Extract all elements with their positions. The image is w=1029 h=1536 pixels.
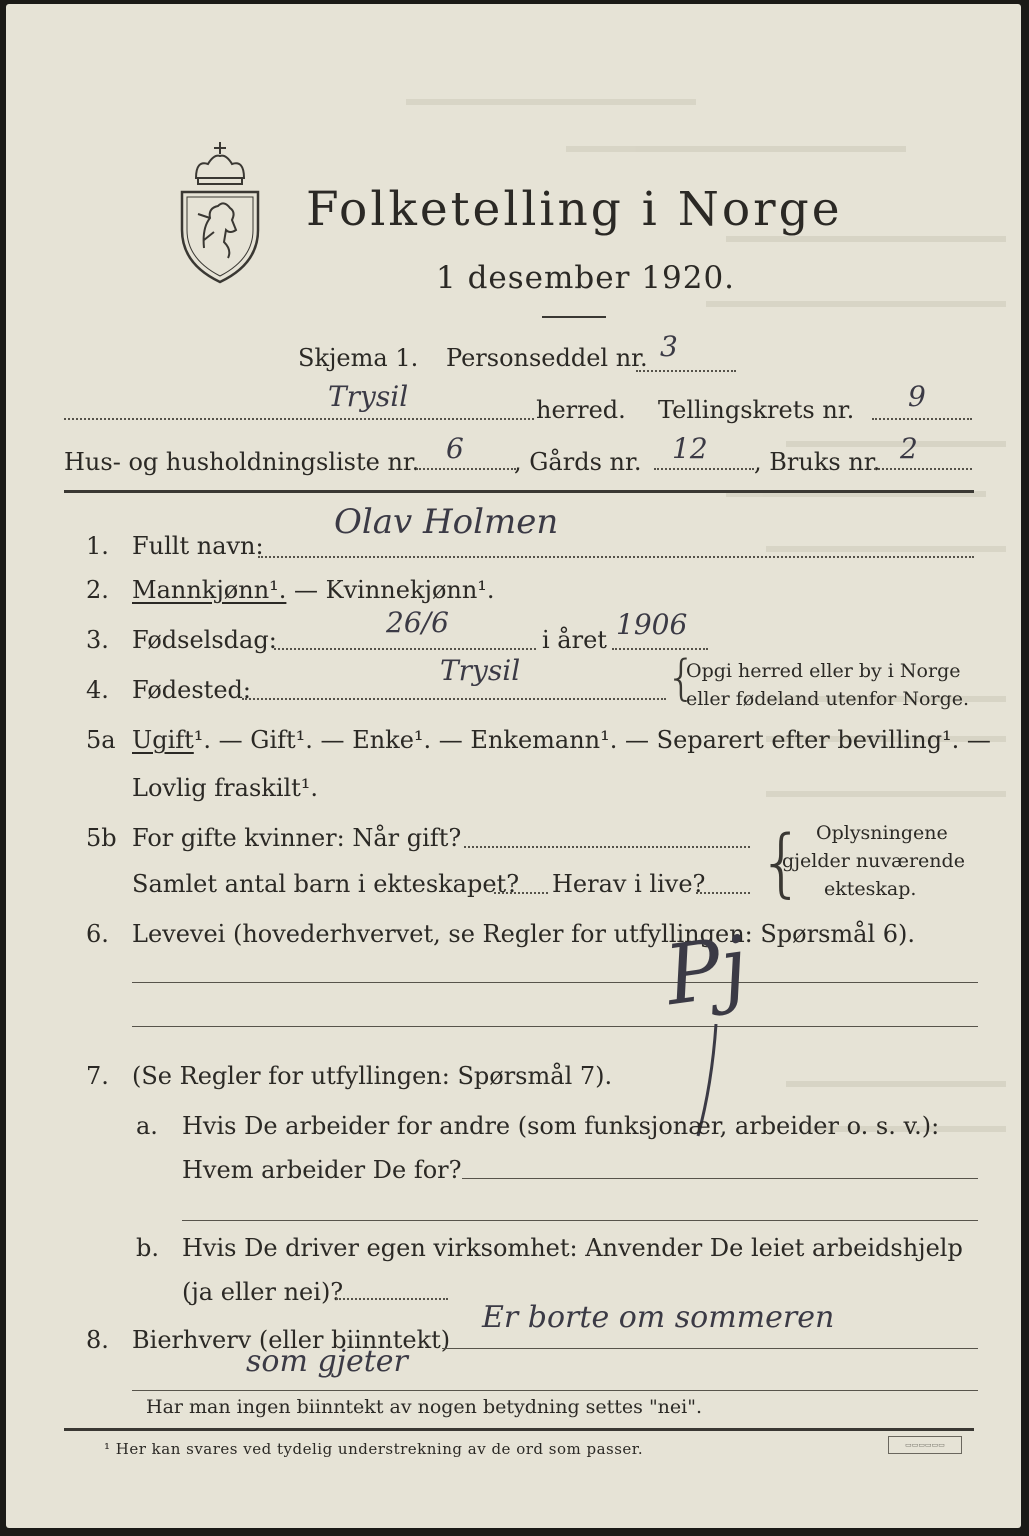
hus-field-line	[416, 468, 516, 470]
personseddel-field-line	[636, 370, 736, 372]
q5b-children-field-line	[494, 892, 548, 894]
gards-value[interactable]: 12	[672, 432, 708, 465]
occupation-value[interactable]: Pj	[659, 918, 753, 1025]
personseddel-label: Personseddel nr.	[446, 344, 648, 372]
q7b-line2: (ja eller nei)?	[182, 1278, 344, 1306]
q5a-number: 5a	[86, 726, 116, 754]
q8-number: 8.	[86, 1326, 109, 1354]
census-form-page	[6, 4, 1021, 1528]
q7-number: 7.	[86, 1062, 109, 1090]
q6-field-line-2	[132, 1026, 978, 1027]
hus-label: Hus- og husholdningsliste nr.	[64, 448, 420, 476]
gards-label: , Gårds nr.	[514, 448, 642, 476]
form-title: Folketelling i Norge	[306, 182, 843, 237]
personseddel-value[interactable]: 3	[660, 330, 678, 363]
footnote: ¹ Her kan svares ved tydelig understrekning av de ord som passer.	[104, 1440, 644, 1458]
bruks-field-line	[874, 468, 972, 470]
q5b-note-line2: gjelder nuværende	[782, 850, 965, 872]
q7a-line1: Hvis De arbeider for andre (som funksjonær, arbeider o. s. v.):	[182, 1112, 940, 1140]
printer-stamp-icon: ▭▭▭▭▭▭	[888, 1436, 962, 1454]
q6-field-line-1	[132, 982, 978, 983]
q3-label: Fødselsdag:	[132, 626, 277, 654]
q8-note: Har man ingen biinntekt av nogen betydning settes "nei".	[146, 1396, 703, 1418]
bruks-label: , Bruks nr.	[754, 448, 881, 476]
q5b-brace: {	[758, 820, 806, 906]
q5a-options	[132, 726, 991, 754]
q7a-line2: Hvem arbeider De for?	[182, 1156, 462, 1184]
q5b-line2b: Herav i live?	[552, 870, 706, 898]
herred-label: herred.	[536, 396, 626, 424]
herred-value[interactable]: Trysil	[328, 380, 409, 413]
q1-field-line	[258, 556, 974, 558]
herred-field-line	[64, 418, 534, 420]
norwegian-coat-of-arms-icon	[174, 138, 266, 288]
side-income-value-2[interactable]: som gjeter	[246, 1344, 408, 1379]
q8-field-line-1	[442, 1348, 978, 1349]
header-separator	[64, 490, 974, 493]
marital-other-options[interactable]: ¹. — Gift¹. — Enke¹. — Enkemann¹. — Separert efter bevilling¹. —	[193, 726, 991, 754]
q1-label: Fullt navn:	[132, 532, 264, 560]
footer-separator	[64, 1428, 974, 1431]
q2-options	[132, 576, 495, 604]
q5b-line2a: Samlet antal barn i ekteskapet?	[132, 870, 520, 898]
birthday-value[interactable]: 26/6	[386, 606, 449, 639]
birthplace-value[interactable]: Trysil	[440, 654, 521, 687]
birth-year-value[interactable]: 1906	[616, 608, 688, 641]
q5b-note-line3: ekteskap.	[824, 878, 917, 900]
hus-value[interactable]: 6	[446, 432, 464, 465]
q4-note-line1: Opgi herred eller by i Norge	[686, 660, 961, 682]
marital-fraskilt-option[interactable]: Lovlig fraskilt¹.	[132, 774, 319, 802]
q8-label: Bierhverv (eller biinntekt)	[132, 1326, 451, 1354]
q7b-field-line	[336, 1298, 448, 1300]
q4-label: Fødested:	[132, 676, 251, 704]
tellingskrets-value[interactable]: 9	[908, 380, 926, 413]
title-divider	[542, 316, 606, 318]
q7a-field-line-2	[182, 1220, 978, 1221]
bruks-value[interactable]: 2	[900, 432, 918, 465]
q5b-number: 5b	[86, 824, 117, 852]
q4-note-line2: eller fødeland utenfor Norge.	[686, 688, 970, 710]
full-name-value[interactable]: Olav Holmen	[334, 502, 559, 542]
q7a-field-line-1	[462, 1178, 978, 1179]
gards-field-line	[654, 468, 754, 470]
tellingskrets-field-line	[872, 418, 972, 420]
q3-day-field-line	[274, 648, 536, 650]
side-income-value-1[interactable]: Er borte om sommeren	[482, 1300, 835, 1335]
q5b-note-line1: Oplysningene	[816, 822, 948, 844]
q4-field-line	[242, 698, 666, 700]
q5b-married-field-line	[464, 846, 750, 848]
q5b-alive-field-line	[696, 892, 750, 894]
q7b-number: b.	[136, 1234, 159, 1262]
q2-number: 2.	[86, 576, 109, 604]
q7b-line1: Hvis De driver egen virksomhet: Anvender De leiet arbeidshjelp	[182, 1234, 963, 1262]
q7-label: (Se Regler for utfyllingen: Spørsmål 7).	[132, 1062, 613, 1090]
census-date: 1 desember 1920.	[436, 260, 736, 296]
schema-label: Skjema 1.	[298, 344, 419, 372]
q6-label: Levevei (hovederhvervet, se Regler for utfyllingen: Spørsmål 6).	[132, 920, 916, 948]
q7a-number: a.	[136, 1112, 158, 1140]
q1-number: 1.	[86, 532, 109, 560]
q5b-line1: For gifte kvinner: Når gift?	[132, 824, 462, 852]
gender-female-option[interactable]: Kvinnekjønn¹.	[325, 576, 495, 604]
q4-brace: {	[666, 650, 697, 706]
gender-separator: —	[286, 576, 326, 604]
q3-number: 3.	[86, 626, 109, 654]
q8-field-line-2	[132, 1390, 978, 1391]
q3-year-label: i året	[542, 626, 607, 654]
gender-male-option[interactable]: Mannkjønn¹.	[132, 576, 287, 604]
q6-number: 6.	[86, 920, 109, 948]
tellingskrets-label: Tellingskrets nr.	[658, 396, 855, 424]
q4-number: 4.	[86, 676, 109, 704]
marital-ugift-option[interactable]: Ugift	[132, 726, 194, 754]
